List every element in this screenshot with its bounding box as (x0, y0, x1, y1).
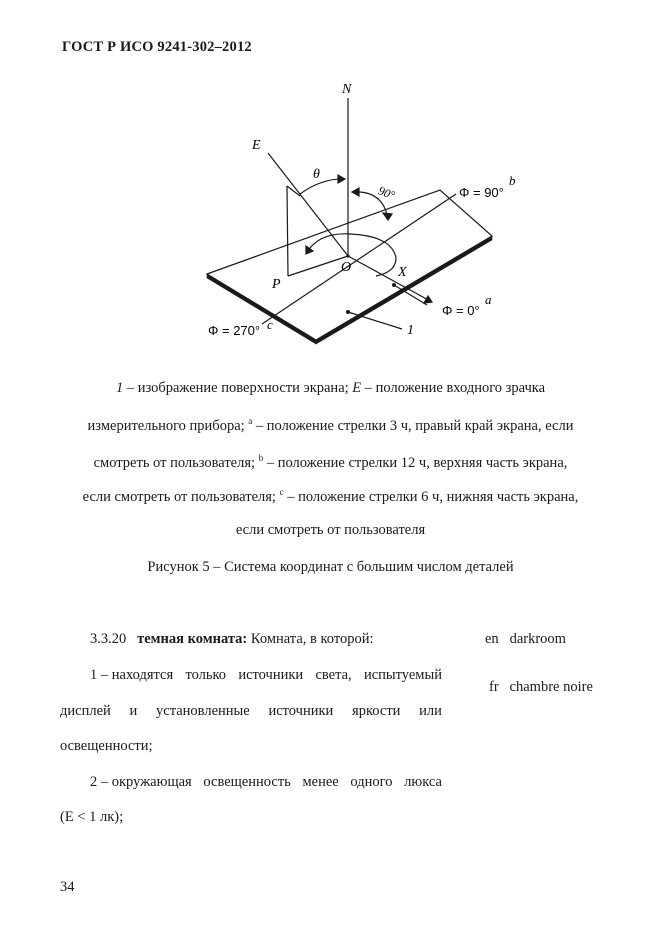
item-1-line-3: освещенности; (60, 738, 153, 754)
item-1-line-2: дисплей и установленные источники яркости или (60, 703, 442, 719)
label-90: 90° (376, 183, 397, 203)
label-n: N (342, 82, 352, 97)
term-number: 3.3.20 (90, 631, 127, 647)
legend-line-4: если смотреть от пользователя; $^c$ – положение стрелки 6 ч, нижняя часть экрана, (82, 487, 579, 505)
ninety-arrowhead-start (352, 188, 359, 196)
legend-line-3: смотреть от пользователя; $^b$ – положение стрелки 12 ч, верхняя часть экрана, (93, 453, 568, 471)
term-definition-start: Комната, в которой: (247, 631, 374, 647)
coordinate-system-figure (0, 0, 661, 360)
term-fr: fr chambre noire (489, 679, 593, 695)
term-name: темная комната: (137, 631, 248, 647)
term-en: en darkroom (485, 631, 566, 647)
term-heading (90, 631, 374, 648)
ninety-arrowhead (383, 213, 392, 220)
label-1: 1 (407, 323, 414, 338)
label-e: E (252, 138, 261, 153)
item-2-line-1: 2 – окружающая освещенность менее одного люкса (90, 774, 442, 790)
figure-caption: Рисунок 5 – Система координат с большим числом деталей (147, 559, 514, 575)
x-axis-arrowhead (424, 296, 432, 303)
triangle-vertical (287, 186, 288, 276)
label-x: X (398, 265, 407, 280)
label-c: c (267, 317, 273, 332)
document-header: ГОСТ Р ИСО 9241-302–2012 (62, 39, 252, 55)
label-theta: θ (313, 167, 320, 182)
theta-arrowhead (338, 175, 345, 183)
label-phi90: Φ = 90° (459, 185, 504, 200)
legend-line-5: если смотреть от пользователя (235, 522, 426, 538)
point-phi0 (392, 283, 396, 287)
screen-edge-right (316, 236, 492, 344)
point-surface (346, 310, 350, 314)
legend-1-ref: 1 (115, 380, 124, 396)
e-line (268, 153, 348, 256)
label-phi0: Φ = 0° (442, 303, 480, 318)
azimuth-arrowhead (306, 246, 313, 254)
legend-line-1: 1 – изображение поверхности экрана; E – положение входного зрачка (115, 380, 546, 396)
label-p: P (272, 277, 281, 292)
label-a: a (485, 292, 492, 307)
label-phi270: Φ = 270° (208, 323, 261, 338)
origin-point (346, 254, 349, 257)
page-number: 34 (60, 879, 75, 895)
item-2-line-2: (E < 1 лк); (60, 809, 124, 825)
item-1-line-1: 1 – находятся только источники света, испытуемый (90, 667, 442, 683)
legend-e-ref: E (352, 380, 362, 396)
label-o: O (341, 260, 352, 275)
legend-line-2: измерительного прибора; $^a$ – положение стрелки 3 ч, правый край экрана, если (87, 416, 574, 434)
label-b: b (509, 173, 516, 188)
